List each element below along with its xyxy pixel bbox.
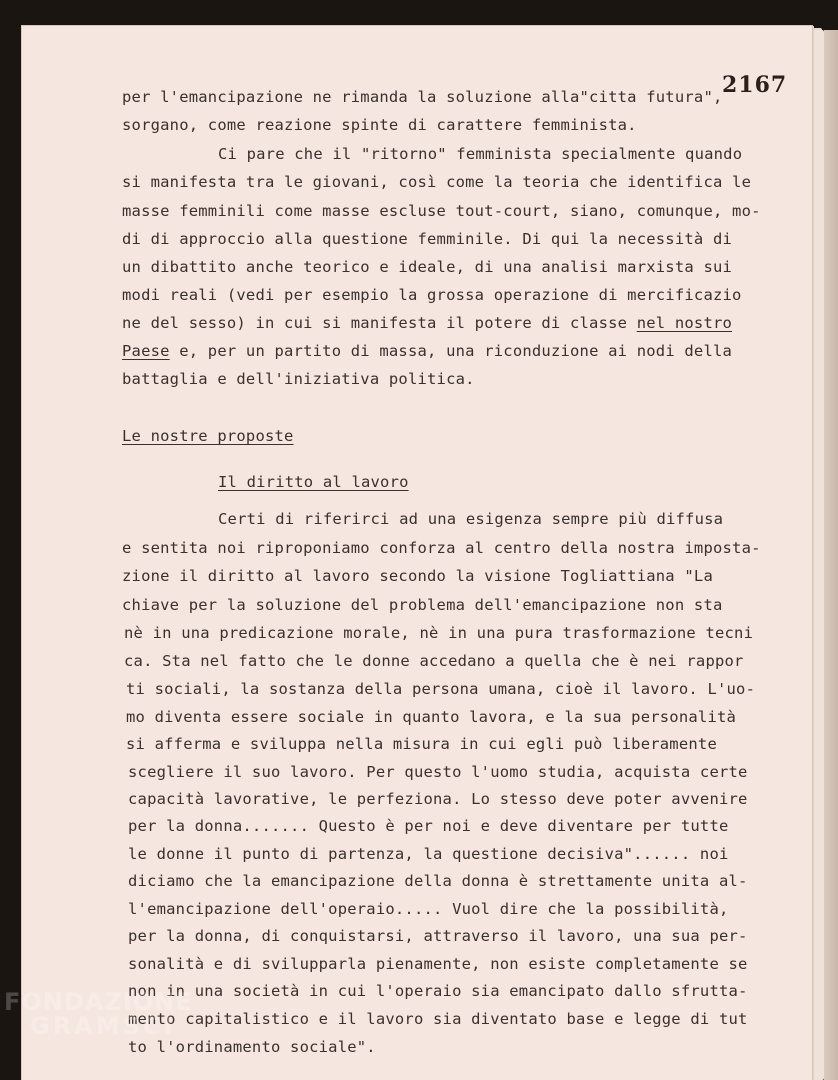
text-line: Certi di riferirci ad una esigenza sempre più diffusa <box>218 510 724 528</box>
text-line: to l'ordinamento sociale". <box>128 1038 376 1056</box>
text-line: ca. Sta nel fatto che le donne accedano a quella che è nei rappor <box>124 652 744 670</box>
text-line: di di approccio alla questione femminile. Di qui la necessità di <box>122 230 733 248</box>
text-line: sorgano, come reazione spinte di carattere femminista. <box>122 116 637 134</box>
text-line: sonalità e di svilupparla pienamente, non esiste completamente se <box>128 955 748 973</box>
text-line: si afferma e sviluppa nella misura in cui egli può liberamente <box>126 735 717 753</box>
text-line: battaglia e dell'iniziativa politica. <box>122 370 475 388</box>
text-line: per la donna....... Questo è per noi e deve diventare per tutte <box>128 817 729 835</box>
text-line: per la donna, di conquistarsi, attraverso il lavoro, una sua per- <box>128 927 748 945</box>
text-line: le donne il punto di partenza, la questione decisiva"...... noi <box>128 845 729 863</box>
text-line: scegliere il suo lavoro. Per questo l'uomo studia, acquista certe <box>128 763 748 781</box>
text-line: non in una società in cui l'operaio sia emancipato dallo sfrutta- <box>128 982 748 1000</box>
text-line: ti sociali, la sostanza della persona umana, cioè il lavoro. L'uo- <box>126 680 756 698</box>
text-line: si manifesta tra le giovani, così come la teoria che identifica le <box>122 173 752 191</box>
text-line: mo diventa essere sociale in quanto lavora, e la sua personalità <box>126 708 737 726</box>
text-line: ne del sesso) in cui si manifesta il potere di classe nel nostro <box>122 314 733 332</box>
text-line: masse femminili come masse escluse tout-court, siano, comunque, mo- <box>122 202 761 220</box>
text-line: un dibattito anche teorico e ideale, di una analisi marxista sui <box>122 258 733 276</box>
watermark-line-1: FONDAZIONE <box>4 988 193 1016</box>
text-line: mento capitalistico e il lavoro sia diventato base e legge di tut <box>128 1010 748 1028</box>
text-line: chiave per la soluzione del problema dell'emancipazione non sta <box>122 596 723 614</box>
section-heading: Le nostre proposte <box>122 427 294 445</box>
page-number: 2167 <box>722 72 788 98</box>
text-line: diciamo che la emancipazione della donna è strettamente unita al- <box>128 872 748 890</box>
text-line: Paese e, per un partito di massa, una riconduzione ai nodi della <box>122 342 733 360</box>
watermark-logo <box>4 990 193 1038</box>
text-line: Ci pare che il "ritorno" femminista specialmente quando <box>218 145 743 163</box>
text-line: l'emancipazione dell'operaio..... Vuol dire che la possibilità, <box>128 900 729 918</box>
text-line: modi reali (vedi per esempio la grossa operazione di mercificazio <box>122 286 742 304</box>
text-line: zione il diritto al lavoro secondo la visione Togliattiana "La <box>122 567 713 585</box>
subsection-heading: Il diritto al lavoro <box>218 473 409 491</box>
text-line: per l'emancipazione ne rimanda la soluzione alla"citta futura", <box>122 88 723 106</box>
text-line: capacità lavorative, le perfeziona. Lo stesso deve poter avvenire <box>128 790 748 808</box>
text-line: nè in una predicazione morale, nè in una pura trasformazione tecni <box>124 624 754 642</box>
watermark-line-2: GRAMSCI <box>30 1012 176 1040</box>
text-line: e sentita noi riproponiamo conforza al centro della nostra imposta- <box>122 539 761 557</box>
page-edge-strip <box>824 30 838 1080</box>
